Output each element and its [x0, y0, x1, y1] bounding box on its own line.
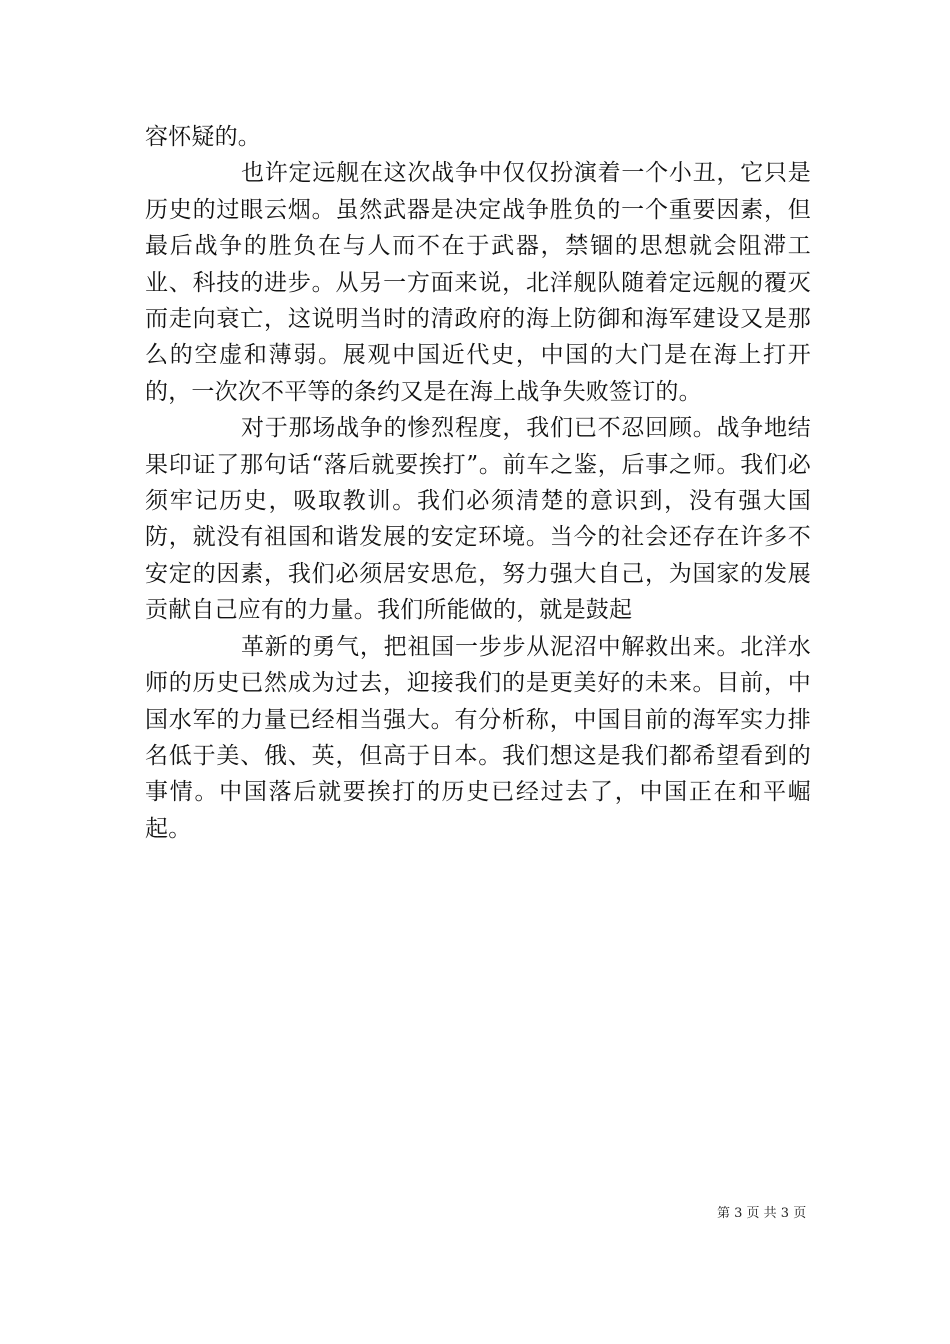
paragraph-1: 容怀疑的。 — [145, 124, 261, 150]
paragraph-3: 对于那场战争的惨烈程度，我们已不忍回顾。战争地结果印证了那句话“落后就要挨打”。前车之鉴，后事之师。我们必须牢记历史，吸取教训。我们必须清楚的意识到，没有强大国防，就没有祖国和谐发展的安定环境。当今的社会还存在许多不安定的因素，我们必须居安思危，努力强大自己，为国家的发展贡献自己应有的力量。我们所能做的，就是鼓起 — [145, 415, 811, 624]
page-number-footer: 第 3 页 共 3 页 — [717, 1206, 807, 1221]
document-body — [145, 119, 811, 847]
paragraph-4: 革新的勇气，把祖国一步步从泥沼中解救出来。北洋水师的历史已然成为过去，迎接我们的是更美好的未来。目前，中国水军的力量已经相当强大。有分析称，中国目前的海军实力排名低于美、俄、英，但高于日本。我们想这是我们都希望看到的事情。中国落后就要挨打的历史已经过去了，中国正在和平崛起。 — [145, 633, 811, 842]
paragraph-2: 也许定远舰在这次战争中仅仅扮演着一个小丑，它只是历史的过眼云烟。虽然武器是决定战争胜负的一个重要因素，但最后战争的胜负在与人而不在于武器，禁锢的思想就会阻滞工业、科技的进步。从另一方面来说，北洋舰队随着定远舰的覆灭而走向衰亡，这说明当时的清政府的海上防御和海军建设又是那么的空虚和薄弱。展观中国近代史，中国的大门是在海上打开的，一次次不平等的条约又是在海上战争失败签订的。 — [145, 160, 811, 405]
